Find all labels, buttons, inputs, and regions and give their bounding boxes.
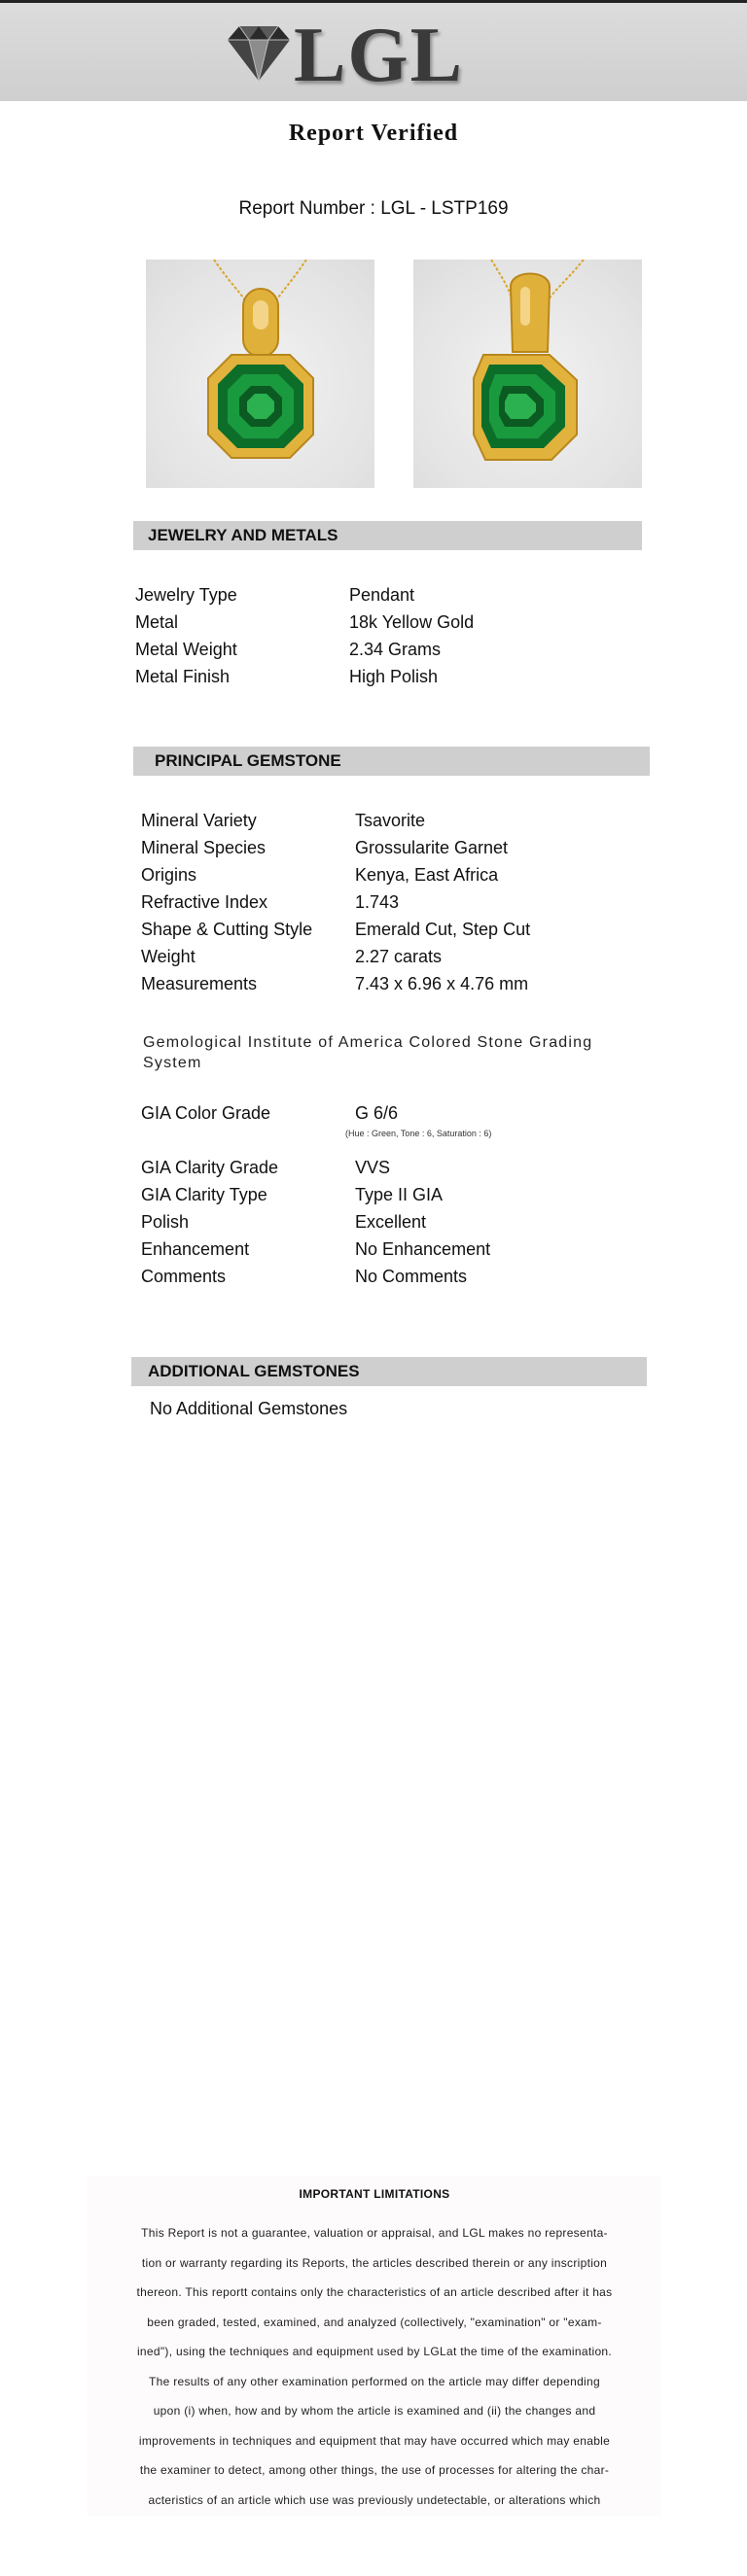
diamond-icon — [226, 22, 292, 83]
field-label: Metal Weight — [135, 640, 237, 659]
limitations-line: been graded, tested, examined, and analyzed (collectively, "examination" or "exam- — [147, 2315, 602, 2329]
list-item — [141, 1263, 647, 1290]
limitations-line: This Report is not a guarantee, valuation or appraisal, and LGL makes no representa- — [141, 2226, 608, 2240]
list-item — [141, 916, 647, 943]
limitations-line: The results of any other examination performed on the article may differ depending — [149, 2374, 600, 2388]
pendant-front-photo — [146, 260, 374, 488]
field-label: Jewelry Type — [135, 585, 237, 605]
list-item — [141, 1154, 647, 1181]
field-value: Pendant — [349, 585, 415, 605]
section-heading-jewelry: JEWELRY AND METALS — [133, 521, 642, 550]
list-item — [141, 1181, 647, 1208]
field-label: Polish — [141, 1212, 190, 1232]
gia-grade-list — [141, 1154, 647, 1290]
list-item — [141, 943, 647, 970]
field-label: Refractive Index — [141, 892, 268, 912]
list-item — [141, 807, 647, 834]
field-value: 2.34 Grams — [349, 640, 442, 659]
field-value: Excellent — [355, 1212, 427, 1232]
list-item — [141, 834, 647, 861]
field-label: Metal Finish — [135, 667, 231, 686]
limitations-line: ined"), using the techniques and equipment used by LGLat the time of the examination. — [136, 2345, 613, 2358]
gia-color-grade-row — [141, 1099, 647, 1127]
field-value: 2.27 carats — [355, 947, 443, 966]
pendant-angle-photo — [413, 260, 642, 488]
header — [0, 3, 747, 101]
lgl-logo — [226, 13, 479, 98]
field-value: No Enhancement — [355, 1239, 491, 1259]
list-item — [135, 636, 641, 663]
field-value: Tsavorite — [355, 811, 426, 830]
principal-gemstone-list — [141, 807, 647, 997]
limitations-title: IMPORTANT LIMITATIONS — [299, 2187, 450, 2201]
field-label: Shape & Cutting Style — [141, 920, 313, 939]
field-value: Emerald Cut, Step Cut — [355, 920, 531, 939]
jewelry-list — [135, 581, 641, 690]
list-item — [141, 888, 647, 916]
field-value: 7.43 x 6.96 x 4.76 mm — [355, 974, 529, 993]
field-value: Kenya, East Africa — [355, 865, 499, 885]
limitations-line: thereon. This reportt contains only the characteristics of an article described after it has — [136, 2285, 613, 2299]
field-value: 18k Yellow Gold — [349, 612, 475, 632]
field-label: Weight — [141, 947, 196, 966]
field-value: Grossularite Garnet — [355, 838, 509, 857]
limitations-text — [99, 2218, 650, 2515]
limitations-line: tion or warranty regarding its Reports, the articles described therein or any inscription — [141, 2255, 608, 2270]
field-label: Metal — [135, 612, 179, 632]
section-heading-principal-gemstone: PRINCIPAL GEMSTONE — [133, 747, 650, 776]
field-value: G 6/6 — [355, 1103, 399, 1123]
field-value: No Comments — [355, 1267, 468, 1286]
field-label: Comments — [141, 1267, 227, 1286]
field-label: GIA Clarity Type — [141, 1185, 267, 1204]
field-value: VVS — [355, 1158, 391, 1177]
list-item — [141, 1236, 647, 1263]
list-item — [135, 581, 641, 609]
section-heading-additional-gemstones: ADDITIONAL GEMSTONES — [131, 1357, 647, 1386]
gia-color-grade-detail: (Hue : Green, Tone : 6, Saturation : 6) — [345, 1129, 492, 1138]
logo-text: LGL — [294, 13, 464, 98]
field-label: Measurements — [141, 974, 258, 993]
list-item — [141, 1208, 647, 1236]
field-value: High Polish — [349, 667, 439, 686]
list-item — [141, 970, 647, 997]
limitations-line: the examiner to detect, among other things, the use of processes for altering the char- — [139, 2463, 610, 2477]
page-title: Report Verified — [288, 121, 459, 146]
field-label: Mineral Variety — [141, 811, 257, 830]
field-label: Mineral Species — [141, 838, 267, 857]
field-label: Enhancement — [141, 1239, 250, 1259]
limitations-line: improvements in techniques and equipment that may have occurred which may enable — [138, 2433, 611, 2448]
important-limitations — [88, 2176, 661, 2516]
field-label: Origins — [141, 865, 197, 885]
list-item — [135, 663, 641, 690]
limitations-line: upon (i) when, how and by whom the article is examined and (ii) the changes and — [153, 2404, 596, 2418]
report-number: Report Number : LGL - LSTP169 — [238, 198, 509, 219]
field-value: Type II GIA — [355, 1185, 444, 1204]
list-item — [141, 861, 647, 888]
list-item — [135, 609, 641, 636]
field-label: GIA Color Grade — [141, 1103, 271, 1123]
field-label: GIA Clarity Grade — [141, 1158, 279, 1177]
no-additional-gemstones-text: No Additional Gemstones — [150, 1399, 348, 1418]
field-value: 1.743 — [355, 892, 400, 912]
limitations-line: acteristics of an article which use was previously undetectable, or alterations which — [148, 2492, 601, 2507]
gia-grading-system-note: Gemological Institute of America Colored Stone Grading System — [143, 1034, 593, 1071]
